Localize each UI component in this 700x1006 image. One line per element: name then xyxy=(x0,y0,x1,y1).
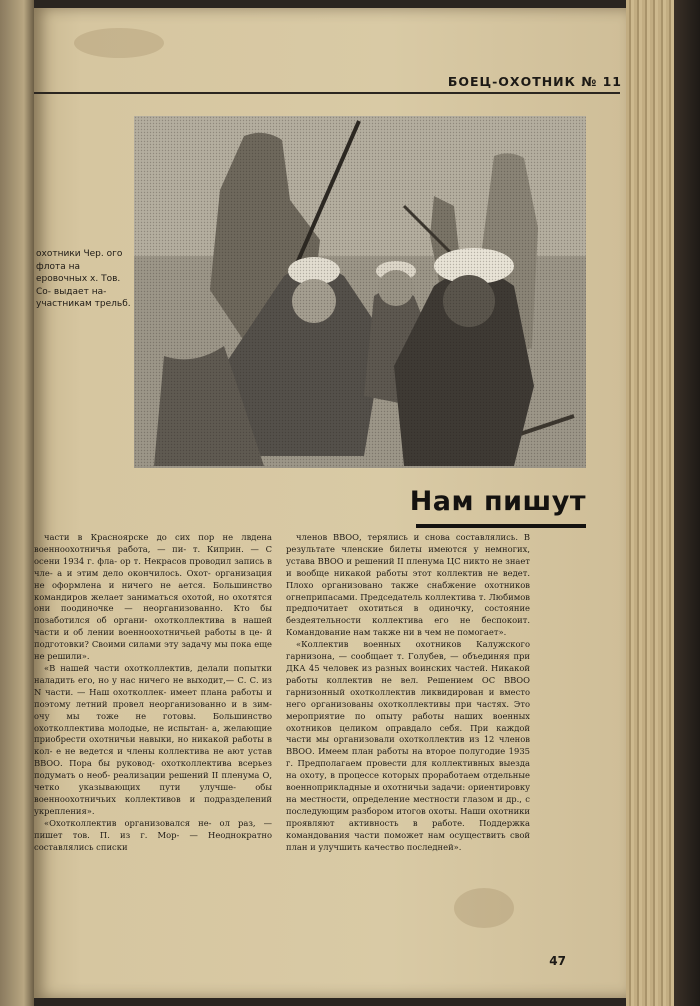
page-number: 47 xyxy=(549,954,566,968)
paragraph: части в Красноярске до сих пор не лвдена военноохотничья работа, — пи- т. Киприн. — С осени 1934 г. фла- ор т. Некрасов проводил запись в чле- а и этим дело окончилось. Охот- организация не оформлена и ничего не ается. Большинство командиров желает заниматься охотой, но охотятся они поодиночке — неорганизованно. Кто бы позаботился об органи- охотколлектива в нашей части и об лении военноохотничьей работы в це- й подготовки? Своими силами эту задачу мы пока еще не решили». xyxy=(34,532,272,662)
halftone-photo xyxy=(134,116,586,468)
paragraph: «Коллектив военных охотников Калужского гарнизона, — сообщает т. Голубев, — объединяя при ДКА 45 человек из разных воинских частей. Никакой работы коллектив не вел. Решением ОС ВВОО гарнизонный охотколлектив ликвидирован и вместо него организованы охотколлективы при частях. Это мероприятие по опыту работы наших военных охотников целиком оправдало себя. При каждой части мы организовали охотколлектив из 12 членов ВВОО. Имеем план работы на второе полугодие 1935 г. Предполагаем провести для коллективных выезда на охоту, в процессе которых проработаем отдельные военноприкладные и охотничьи задачи: ориентировку на местности, определение местности глазом и др., с последующим разбором итогов охоты. Наши охотники проявляют активность в работе. Поддержка командования части поможет нам осуществить свой план и улучшить качество последней». xyxy=(286,639,530,852)
binding-spine xyxy=(674,0,700,1006)
paragraph: членов ВВОО, терялись и снова составлялись. В результате членские билеты имеются у немногих, устава ВВОО и решений II пленума ЦС никто не знает и вообще никакой работы этот коллектив не ведет. Плохо организовано также снабжение охотников огнеприпасами. Председатель коллектива т. Любимов предпочитает охотиться в одиночку, состояние бездеятельности коллектива его не беспокоит. Командование нам также ни в чем не помогает». xyxy=(286,532,530,638)
text-column-left xyxy=(34,532,272,853)
photo-illustration xyxy=(134,116,586,468)
magazine-page xyxy=(34,8,626,998)
title-underline xyxy=(416,524,586,528)
section-title: Нам пишут xyxy=(409,486,586,517)
header-rule xyxy=(34,92,620,94)
paragraph: «Охотколлектив организовался не- ол раз, — пишет тов. П. из г. Мор- — Неоднократно составлялись списки xyxy=(34,817,272,852)
photo-caption: охотники Чер. ого флота на еровочных х. Тов. Со- выдает на- участникам трельб. xyxy=(36,249,131,309)
running-header: БОЕЦ-ОХОТНИК № 11 xyxy=(447,74,622,89)
text-column-right xyxy=(286,532,530,853)
facing-page-edge xyxy=(0,0,34,1006)
paragraph: «В нашей части охотколлектив, делали попытки наладить его, но у нас ничего не выходит,— С. С. из N части. — Наш охотколлек- имеет плана работы и поэтому летний провел неорганизованно и в зим- очу мы тоже не готовы. Большинство охотколлектива молодые, не испытан- а, желающие приобрести охотничьи навыки, но никакой работы в кол- е не ведется и члены коллектива не ают устав ВВОО. Пора бы руковод- охотколлектива всерьез подумать о необ- реализации решений II пленума О, четко указывающих пути улучше- обы военноохотничьих коллективов и подразделений укрепления». xyxy=(34,662,272,816)
